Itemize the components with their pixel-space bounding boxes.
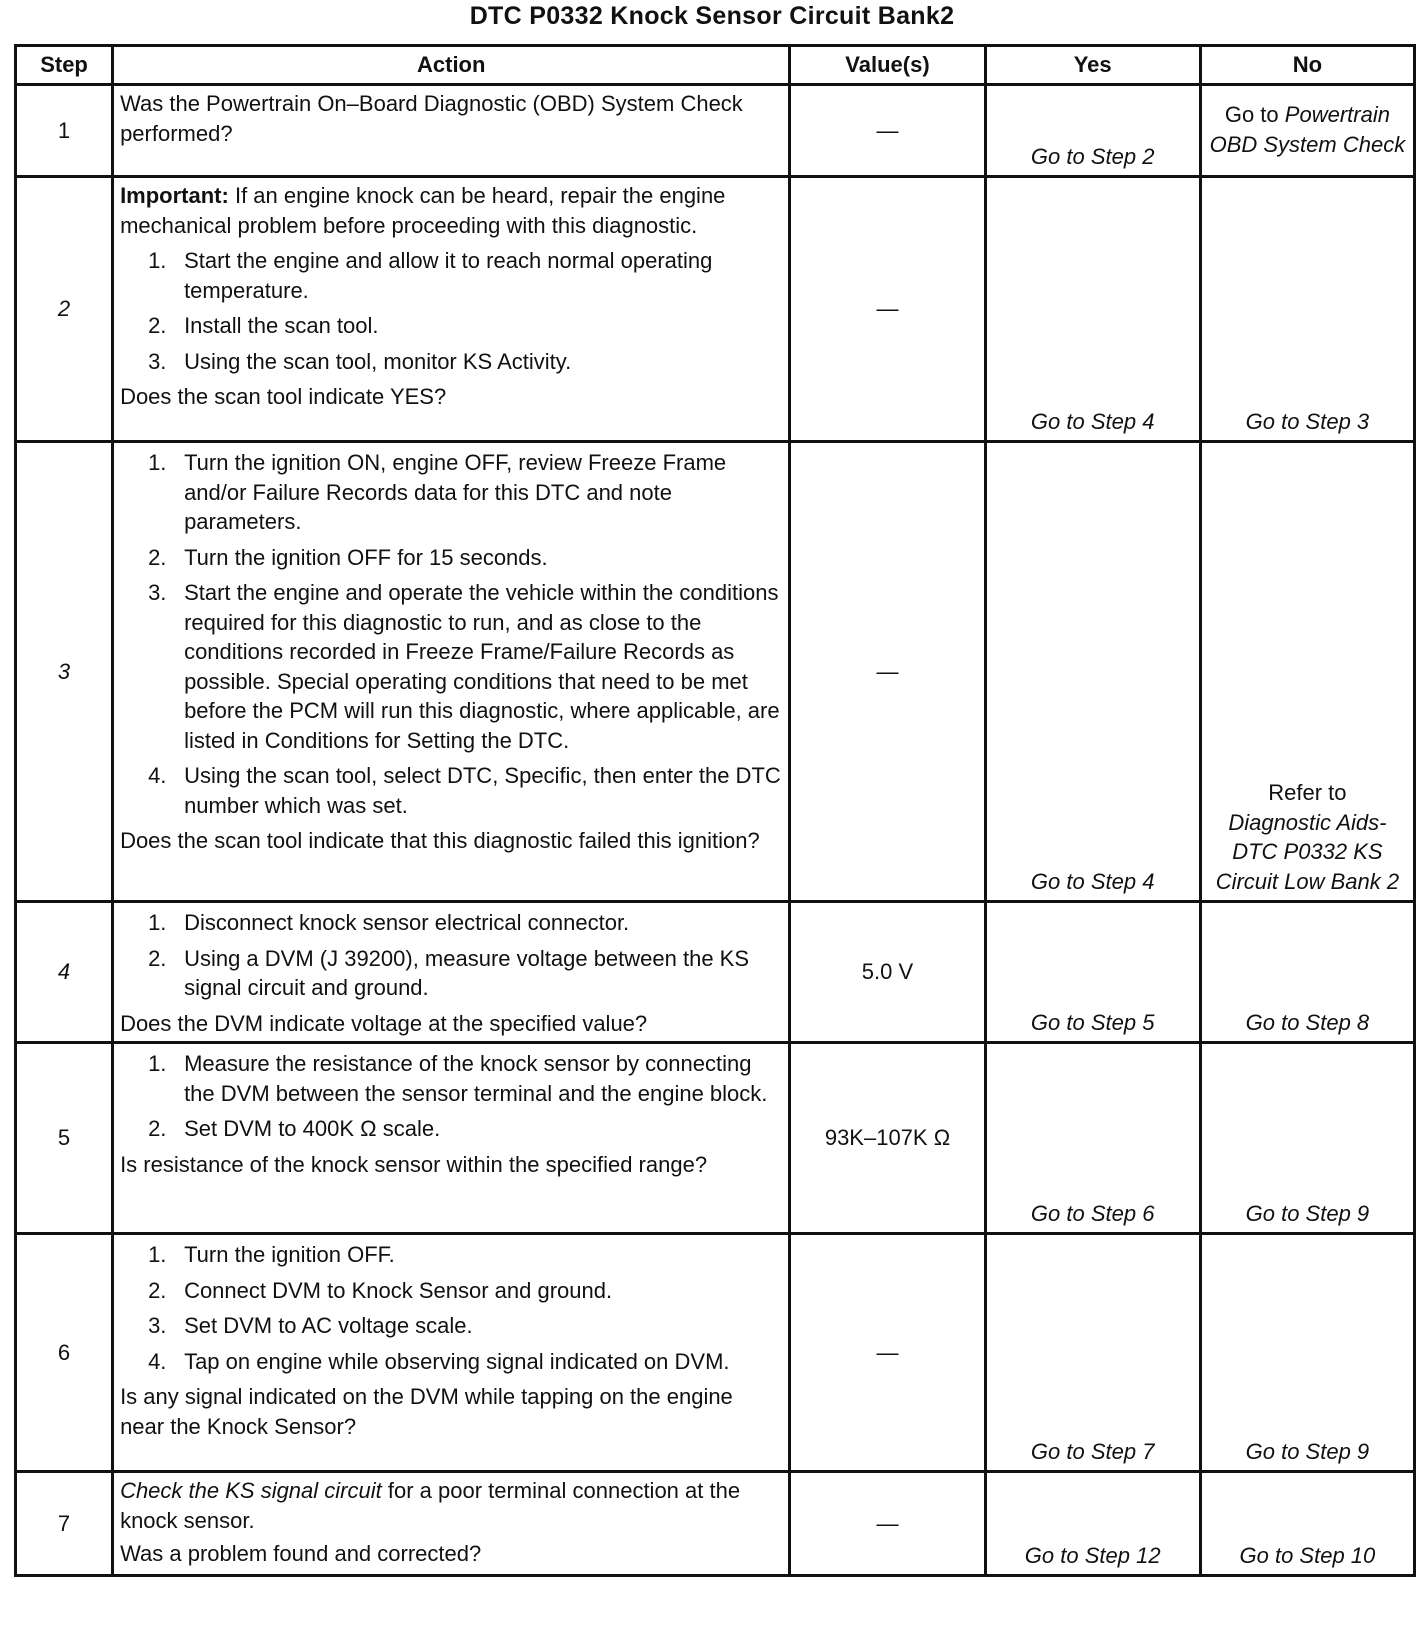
step-number: 6	[16, 1234, 113, 1472]
list-item: 2. Using a DVM (J 39200), measure voltage between the KS signal circuit and ground.	[148, 945, 750, 1000]
no-prefix: Go to	[1224, 102, 1279, 127]
diagnostic-table	[14, 44, 1416, 1577]
question-text: Was a problem found and corrected?	[120, 1541, 482, 1566]
list-item: 3. Set DVM to AC voltage scale.	[148, 1313, 473, 1338]
list-item: 1. Measure the resistance of the knock sensor by connecting the DVM between the sensor terminal and the engine block.	[148, 1051, 768, 1106]
table-row	[16, 1234, 1415, 1472]
yes-cell: Go to Step 5	[985, 902, 1200, 1043]
no-cell	[1200, 442, 1414, 902]
steps-list	[120, 908, 782, 1003]
no-cell: Go to Step 10	[1200, 1472, 1414, 1576]
important-label: Important:	[120, 183, 229, 208]
list-item: 1. Turn the ignition ON, engine OFF, review Freeze Frame and/or Failure Records data for this DTC and note parameters.	[148, 450, 727, 534]
action-cell	[113, 902, 790, 1043]
list-item: 4. Tap on engine while observing signal indicated on DVM.	[148, 1348, 730, 1374]
yes-cell: Go to Step 4	[985, 177, 1200, 442]
value-cell: —	[790, 1234, 985, 1472]
step-number: 4	[16, 902, 113, 1043]
value-cell: 93K–107K Ω	[790, 1043, 985, 1234]
yes-cell: Go to Step 7	[985, 1234, 1200, 1472]
steps-list	[120, 246, 782, 376]
list-item: 4. Using the scan tool, select DTC, Specific, then enter the DTC number which was set.	[148, 763, 781, 818]
no-cell: Go to Step 3	[1200, 177, 1414, 442]
list-item: 1. Disconnect knock sensor electrical connector.	[148, 910, 630, 935]
header-row	[16, 46, 1415, 85]
table-row	[16, 902, 1415, 1043]
no-cell	[1200, 85, 1414, 177]
intro-text	[120, 1476, 782, 1535]
yes-cell: Go to Step 4	[985, 442, 1200, 902]
list-item: 3. Using the scan tool, monitor KS Activity.	[148, 348, 572, 374]
step-number: 1	[16, 85, 113, 177]
steps-list	[120, 1240, 782, 1376]
question-text: Does the scan tool indicate that this diagnostic failed this ignition?	[120, 828, 760, 853]
no-cell: Go to Step 8	[1200, 902, 1414, 1043]
intro-rest: for a poor terminal connection at the knock sensor.	[120, 1478, 741, 1533]
action-cell	[113, 1043, 790, 1234]
header-yes: Yes	[985, 46, 1200, 85]
list-item: 1. Start the engine and allow it to reach normal operating temperature.	[148, 248, 713, 303]
list-item: 2. Install the scan tool.	[148, 313, 379, 338]
no-prefix: Refer to	[1268, 780, 1347, 805]
action-cell	[113, 1472, 790, 1576]
step-number: 5	[16, 1043, 113, 1234]
value-cell: —	[790, 177, 985, 442]
question-text: Is any signal indicated on the DVM while tapping on the engine near the Knock Sensor?	[120, 1384, 733, 1439]
no-reference: Powertrain OBD System Check	[1209, 102, 1406, 157]
table-row	[16, 442, 1415, 902]
header-action: Action	[113, 46, 790, 85]
list-item: 1. Turn the ignition OFF.	[148, 1242, 395, 1267]
action-cell	[113, 1234, 790, 1472]
list-item: 3. Start the engine and operate the vehicle within the conditions required for this diagnostic to run, and as close to the conditions recorded in Freeze Frame/Failure Records as possible. Special operating conditions that need to be met before the PCM will run this diagnostic, where applicable, are listed in Conditions for Setting the DTC.	[148, 580, 780, 753]
question-text: Is resistance of the knock sensor within the specified range?	[120, 1151, 708, 1177]
page-title: DTC P0332 Knock Sensor Circuit Bank2	[469, 2, 955, 30]
no-reference: Diagnostic Aids-DTC P0332 KS Circuit Low Bank 2	[1215, 809, 1400, 894]
value-cell: —	[790, 85, 985, 177]
step-number: 7	[16, 1472, 113, 1576]
yes-cell: Go to Step 2	[985, 85, 1200, 177]
action-cell	[113, 177, 790, 442]
steps-list	[120, 1049, 782, 1144]
question-text: Was the Powertrain On–Board Diagnostic (OBD) System Check performed?	[120, 91, 743, 146]
header-values: Value(s)	[790, 46, 985, 85]
yes-cell: Go to Step 12	[985, 1472, 1200, 1576]
steps-list	[120, 448, 782, 820]
header-step: Step	[16, 46, 113, 85]
yes-cell: Go to Step 6	[985, 1043, 1200, 1234]
action-cell	[113, 85, 790, 177]
important-note	[120, 181, 782, 240]
question-text: Does the DVM indicate voltage at the specified value?	[120, 1010, 648, 1036]
question-text: Does the scan tool indicate YES?	[120, 384, 447, 409]
header-no: No	[1200, 46, 1414, 85]
list-item: 2. Connect DVM to Knock Sensor and ground.	[148, 1277, 613, 1303]
action-cell	[113, 442, 790, 902]
value-cell: —	[790, 442, 985, 902]
table-row	[16, 177, 1415, 442]
value-cell: 5.0 V	[790, 902, 985, 1043]
step-number: 3	[16, 442, 113, 902]
list-item: 2. Turn the ignition OFF for 15 seconds.	[148, 544, 548, 570]
table-row	[16, 1043, 1415, 1234]
no-cell: Go to Step 9	[1200, 1043, 1414, 1234]
no-cell: Go to Step 9	[1200, 1234, 1414, 1472]
list-item: 2. Set DVM to 400K Ω scale.	[148, 1116, 441, 1141]
intro-italic: Check the KS signal circuit	[120, 1478, 382, 1503]
step-number: 2	[16, 177, 113, 442]
value-cell: —	[790, 1472, 985, 1576]
table-row	[16, 85, 1415, 177]
table-row	[16, 1472, 1415, 1576]
important-text: If an engine knock can be heard, repair the engine mechanical problem before proceeding with this diagnostic.	[120, 183, 726, 238]
